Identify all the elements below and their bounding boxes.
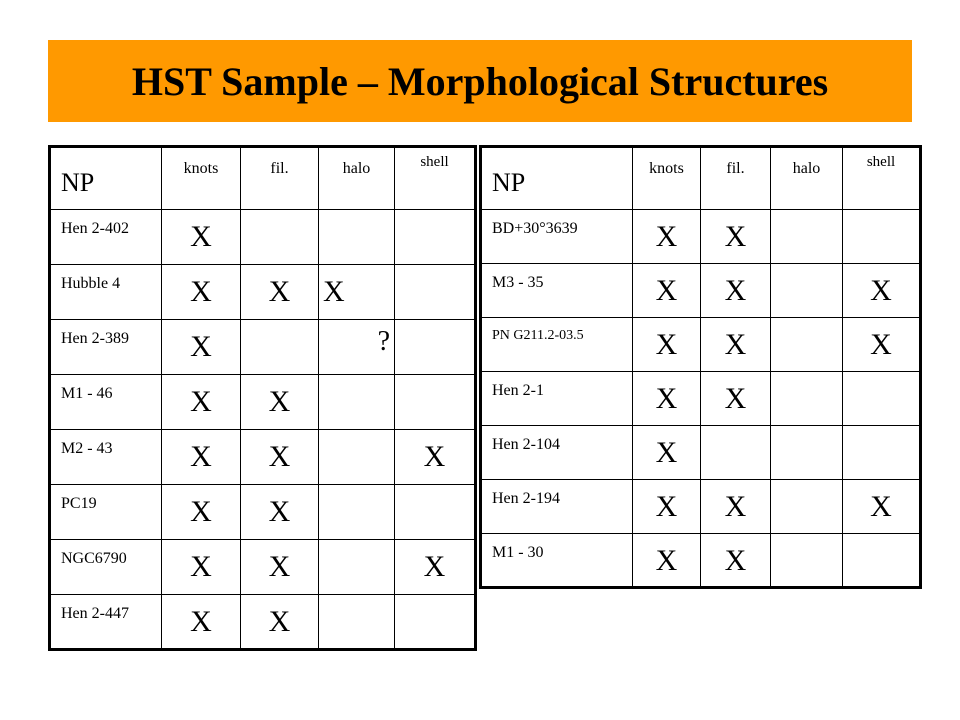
halo-cell: [771, 426, 843, 480]
shell-cell: [395, 485, 476, 540]
fil-cell: X: [241, 375, 319, 430]
fil-cell: [701, 426, 771, 480]
header-knots: knots: [633, 147, 701, 210]
table-row: [50, 210, 476, 265]
fil-cell: [241, 320, 319, 375]
shell-cell: [843, 210, 921, 264]
np-name-cell: NGC6790: [50, 540, 162, 595]
halo-cell: [771, 480, 843, 534]
knots-cell: X: [633, 480, 701, 534]
shell-cell: [395, 375, 476, 430]
np-name-cell: M2 - 43: [50, 430, 162, 485]
shell-cell: X: [843, 480, 921, 534]
shell-cell: [843, 426, 921, 480]
header-shell: shell: [843, 147, 921, 210]
fil-cell: [241, 210, 319, 265]
table-row: [481, 480, 921, 534]
shell-cell: [395, 210, 476, 265]
np-name-cell: Hen 2-104: [481, 426, 633, 480]
table-row: [481, 534, 921, 588]
knots-cell: X: [633, 372, 701, 426]
knots-cell: X: [162, 595, 241, 650]
np-name-cell: Hubble 4: [50, 265, 162, 320]
fil-cell: X: [241, 430, 319, 485]
header-np: NP: [481, 147, 633, 210]
table-row: [481, 372, 921, 426]
header-halo: halo: [319, 147, 395, 210]
knots-cell: X: [162, 430, 241, 485]
np-name-cell: Hen 2-1: [481, 372, 633, 426]
shell-cell: [843, 534, 921, 588]
halo-cell: [319, 485, 395, 540]
shell-cell: X: [843, 264, 921, 318]
knots-cell: X: [162, 375, 241, 430]
knots-cell: X: [633, 210, 701, 264]
shell-cell: [395, 320, 476, 375]
np-name-cell: PC19: [50, 485, 162, 540]
halo-cell: [319, 430, 395, 485]
halo-cell: X: [319, 265, 395, 320]
halo-cell: [771, 264, 843, 318]
fil-cell: X: [701, 210, 771, 264]
knots-cell: X: [162, 210, 241, 265]
knots-cell: X: [162, 265, 241, 320]
table-row: [50, 485, 476, 540]
fil-cell: X: [701, 264, 771, 318]
np-name-cell: Hen 2-447: [50, 595, 162, 650]
table-header-row: [481, 147, 921, 210]
halo-cell: ?: [319, 320, 395, 375]
table-row: [50, 540, 476, 595]
fil-cell: X: [241, 540, 319, 595]
table-row: [50, 320, 476, 375]
np-name-cell: M3 - 35: [481, 264, 633, 318]
fil-cell: X: [701, 318, 771, 372]
np-name-cell: M1 - 46: [50, 375, 162, 430]
table-row: [481, 318, 921, 372]
halo-cell: [319, 595, 395, 650]
right-morphology-table: [479, 145, 922, 589]
shell-cell: X: [395, 430, 476, 485]
table-row: [50, 265, 476, 320]
table-row: [50, 375, 476, 430]
header-fil: fil.: [241, 147, 319, 210]
knots-cell: X: [633, 534, 701, 588]
halo-cell: [319, 210, 395, 265]
header-halo: halo: [771, 147, 843, 210]
fil-cell: X: [241, 265, 319, 320]
halo-cell: [771, 534, 843, 588]
table-row: [50, 595, 476, 650]
halo-cell: [771, 372, 843, 426]
table-row: [481, 210, 921, 264]
knots-cell: X: [633, 318, 701, 372]
fil-cell: X: [701, 480, 771, 534]
fil-cell: X: [241, 595, 319, 650]
left-morphology-table: [48, 145, 477, 651]
header-shell: shell: [395, 147, 476, 210]
shell-cell: [843, 372, 921, 426]
np-name-cell: PN G211.2-03.5: [481, 318, 633, 372]
np-name-cell: Hen 2-194: [481, 480, 633, 534]
shell-cell: [395, 265, 476, 320]
table-header-row: [50, 147, 476, 210]
fil-cell: X: [701, 534, 771, 588]
np-name-cell: Hen 2-389: [50, 320, 162, 375]
fil-cell: X: [241, 485, 319, 540]
page-title: HST Sample – Morphological Structures: [131, 58, 829, 104]
table-row: [481, 264, 921, 318]
halo-cell: [771, 210, 843, 264]
shell-cell: [395, 595, 476, 650]
knots-cell: X: [633, 264, 701, 318]
halo-cell: [771, 318, 843, 372]
halo-cell: [319, 375, 395, 430]
shell-cell: X: [843, 318, 921, 372]
knots-cell: X: [162, 320, 241, 375]
halo-cell: [319, 540, 395, 595]
np-name-cell: Hen 2-402: [50, 210, 162, 265]
np-name-cell: M1 - 30: [481, 534, 633, 588]
knots-cell: X: [162, 485, 241, 540]
header-np: NP: [50, 147, 162, 210]
np-name-cell: BD+30°3639: [481, 210, 633, 264]
header-knots: knots: [162, 147, 241, 210]
fil-cell: X: [701, 372, 771, 426]
knots-cell: X: [633, 426, 701, 480]
header-fil: fil.: [701, 147, 771, 210]
table-row: [481, 426, 921, 480]
knots-cell: X: [162, 540, 241, 595]
shell-cell: X: [395, 540, 476, 595]
title-banner: [48, 40, 912, 122]
table-row: [50, 430, 476, 485]
